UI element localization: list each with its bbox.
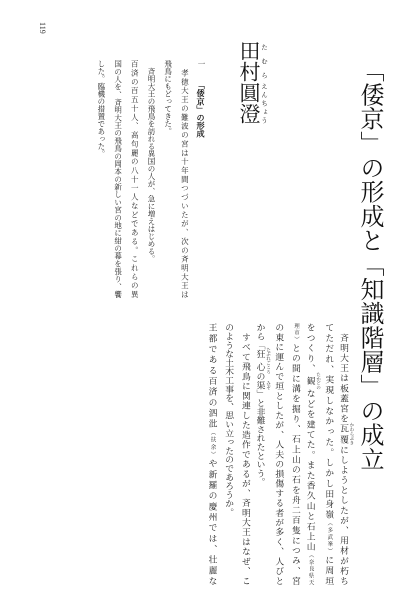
- text-column: [304, 323, 321, 585]
- text-segment: 飛鳥にもどってきた。: [163, 60, 173, 135]
- ruby-text: たぶれごころ: [265, 347, 271, 374]
- ruby-base: 渠: [255, 380, 266, 390]
- section-number: 一: [197, 60, 206, 68]
- author-name: [236, 40, 268, 124]
- author-given-name: [237, 82, 268, 124]
- ruby-base: 狂心: [255, 347, 266, 374]
- text-segment: のような土木工事を、思い立ったのであろうか。: [224, 323, 235, 517]
- text-column: [176, 60, 193, 298]
- text-segment: などを建てた。また香久山と石上山: [305, 387, 316, 553]
- text-segment: をつくり、: [305, 323, 316, 374]
- ruby-base: 瓦覆: [339, 422, 349, 445]
- text-segment: にしようとしたが、用材が朽ち: [339, 443, 349, 586]
- ruby-text: たむら: [260, 40, 268, 82]
- ruby-base: 観: [305, 372, 316, 390]
- text-segment: 王都である百済の泗沘: [207, 323, 218, 430]
- inline-note: （扶余）: [209, 429, 216, 459]
- chapter-title: 「倭京」の形成と「知識階層」の成立: [356, 58, 384, 472]
- text-segment: に周垣: [324, 555, 335, 586]
- text-segment: との間に溝を掘り、石上山の石を舟二百隻につみ、宮: [290, 343, 301, 585]
- ruby-text: みぞ: [265, 380, 271, 390]
- text-column: [287, 323, 304, 585]
- text-column: [237, 323, 254, 585]
- text-segment: すべて飛鳥に関連した造作であるが、斉明大王はなぜ、こ: [240, 323, 251, 585]
- text-column: [204, 323, 221, 585]
- text-column: [109, 60, 126, 298]
- ruby-annotated-word: [305, 372, 321, 390]
- text-column: [221, 323, 238, 585]
- text-column: [126, 60, 143, 298]
- ruby-base: 圓澄: [237, 82, 261, 124]
- ruby-text: かわらぶき: [349, 422, 354, 445]
- text-column: [142, 60, 159, 298]
- text-segment: 国の人を、斉明大王の飛鳥の岡本の新しい宮の地に紺の幕を張り、饗: [113, 60, 123, 298]
- text-segment: 」と非難されたという。: [255, 389, 266, 487]
- section-heading: [192, 60, 209, 298]
- text-segment: した。臨機の措置であった。: [96, 60, 106, 158]
- text-column: [271, 323, 288, 585]
- page-number: 119: [38, 22, 47, 34]
- text-segment: 斉明大王は板蓋宮を: [339, 323, 349, 424]
- section-title: 「倭京」の形成: [196, 81, 206, 138]
- text-column: [254, 323, 271, 585]
- inline-note: 理市）: [292, 323, 299, 344]
- ruby-text: えんちょう: [260, 82, 268, 124]
- ruby-text: たかどの: [315, 372, 321, 390]
- ruby-annotated-word: [255, 347, 271, 374]
- upper-text-block: [92, 60, 209, 298]
- text-column: [159, 60, 176, 298]
- text-segment: 孝徳大王の難波の宮は十年間つづいたが、次の斉明大王は: [180, 60, 190, 298]
- text-segment: てただれ、実現しなかった。しかし田身嶺: [324, 323, 335, 521]
- inline-note: （多武峯）: [326, 520, 333, 556]
- text-segment: や新羅の慶州では、壮麗な: [207, 458, 218, 586]
- text-segment: の: [255, 371, 266, 381]
- text-segment: 百済の百五十人、高句麗の八十一人などである。これらの異: [130, 60, 140, 298]
- text-segment: 斉明大王の飛鳥を訪れる異国の人が、急に増えはじめる。: [146, 60, 156, 263]
- ruby-annotated-word: [339, 422, 354, 445]
- author-family-name: [237, 40, 268, 82]
- lower-text-block: [204, 323, 354, 585]
- text-column: [337, 323, 354, 585]
- text-segment: の東に運んで垣としたが、人夫の損傷する者が多く、人びと: [274, 323, 285, 585]
- ruby-base: 田村: [237, 40, 261, 82]
- text-column: [321, 323, 338, 585]
- text-segment: から「: [255, 323, 266, 350]
- inline-note: （奈良県天: [307, 552, 314, 585]
- text-column: [92, 60, 109, 298]
